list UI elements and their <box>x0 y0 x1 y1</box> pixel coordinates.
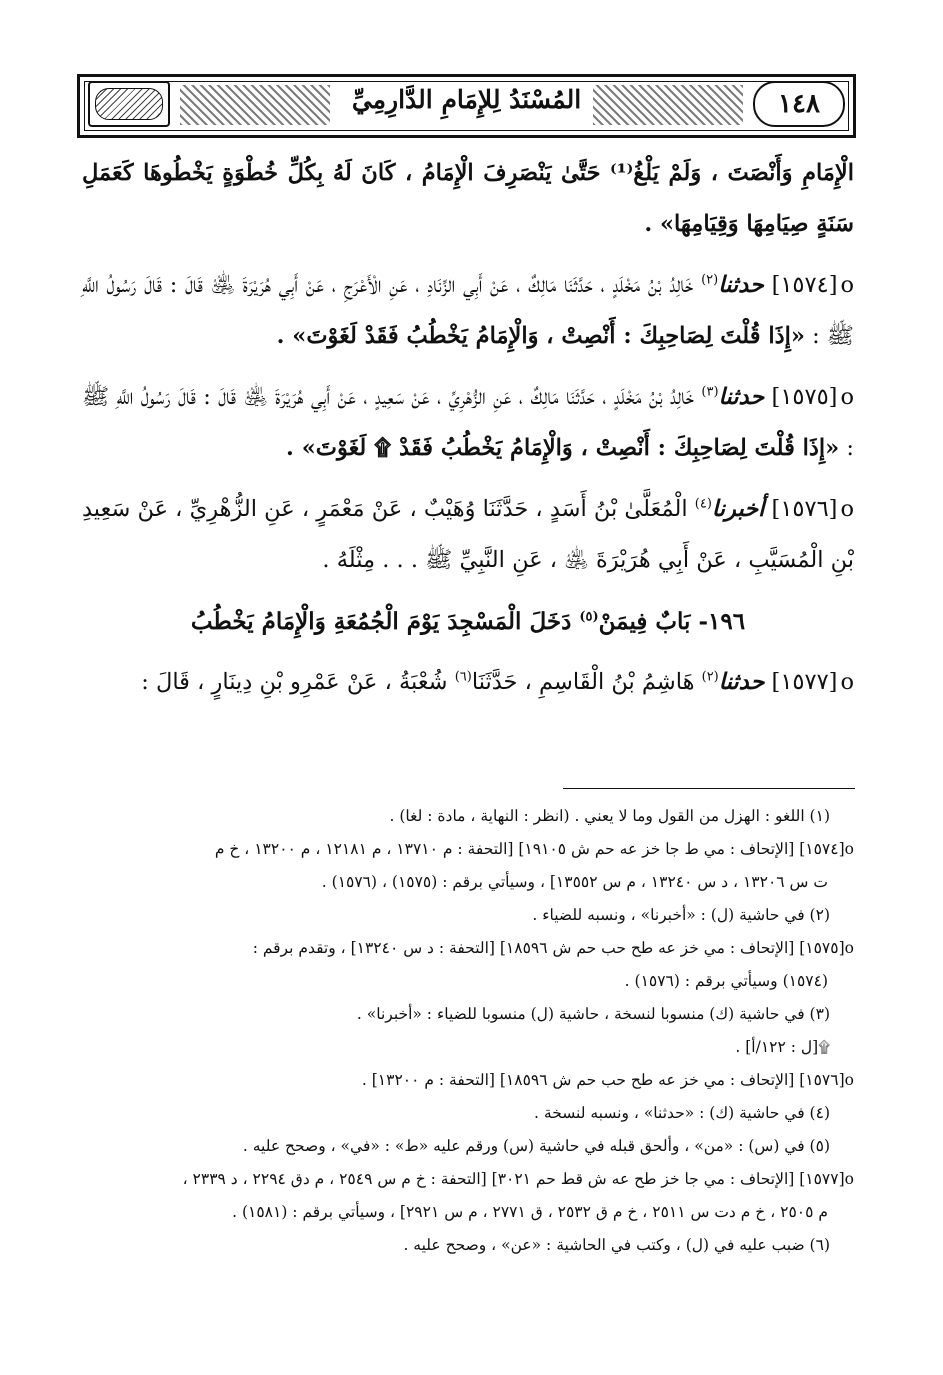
seal-pattern <box>95 88 163 120</box>
page-number: ١٤٨ <box>753 81 845 127</box>
chapter-head: ١٩٦- بَابٌ فِيمَنْ <box>598 608 746 635</box>
isnad-text: خَالِدُ بْنُ مَخْلَدٍ ، حَدَّثَنَا مَالِكٌ ، عَنْ أَبِي الزِّنَادِ ، عَنِ الْأَعْرَجِ ، عَنْ أَبِي هُرَيْرَةَ ﵁ قَالَ : قَالَ رَسُولُ اللَّهِ ﷺ : <box>82 272 854 349</box>
footnote-line: o[١٥٧٥] [الإتحاف : مي خز عه طح حب حم ش ١٨٥٩٦] [التحفة : د س ١٣٢٤٠] ، وتقدم برقم : <box>252 939 854 957</box>
footnote-line: (١٥٧٤) وسيأتي برقم : (١٥٧٦) . <box>624 972 828 990</box>
footnote-ref: (٦) <box>454 669 472 685</box>
footnote-line: o[١٥٧٧] [الإتحاف : مي جا خز طح عه ش قط حم ٣٠٢١] [التحفة : خ م س ٢٥٤٩ ، م دق ٢٢٩٤ ، د ٢٣٣٩ ، <box>182 1170 854 1188</box>
isnad-text: هَاشِمُ بْنُ الْقَاسِمِ ، حَدَّثَنَا <box>471 669 695 695</box>
footnote-ref: (٢) <box>701 669 719 685</box>
paragraph-continuation <box>82 148 854 250</box>
footnote-line: (٢) في حاشية (ل) : «أخبرنا» ، ونسبه للضياء . <box>532 906 830 924</box>
hadith-1574 <box>82 260 854 362</box>
isnad-text: شُعْبَةُ ، عَنْ عَمْرِو بْنِ دِينَارٍ ، قَالَ : <box>141 669 448 695</box>
narration-keyword: أخبرنا <box>711 496 765 522</box>
continuation-text: الْإِمَامِ وَأَنْصَتَ ، وَلَمْ يَلْغُ⁽¹⁾ حَتَّىٰ يَنْصَرِفَ الْإِمَامُ ، كَانَ لَهُ بِكُلِّ خُطْوَةٍ يَخْطُوهَا كَعَمَلِ سَنَةٍ صِيَامِهَا وَقِيَامِهَا» . <box>82 160 854 237</box>
hadith-number: o [١٥٧٧] <box>772 669 854 695</box>
chapter-heading <box>82 596 854 647</box>
footnote-ref: (٣) <box>701 384 719 400</box>
narration-keyword: حدثنا <box>718 669 765 695</box>
main-text <box>82 148 854 718</box>
footnote-line: (٥) في (س) : «من» ، وألحق قبله في حاشية (س) ورقم عليه «ط» : «في» ، وصحح عليه . <box>242 1137 830 1155</box>
hadith-number: o [١٥٧٦] <box>772 496 854 522</box>
footnote-line: (٣) في حاشية (ك) منسوبا لنسخة ، حاشية (ل) منسوبا للضياء : «أخبرنا» . <box>356 1005 830 1023</box>
footnote-ref: (٥) <box>579 609 599 625</box>
hadith-1576 <box>82 484 854 586</box>
isnad-text: خَالِدُ بْنُ مَخْلَدٍ ، حَدَّثَنَا مَالِكٌ ، عَنِ الزُّهْرِيِّ ، عَنْ سَعِيدٍ ، عَنْ أَبِي هُرَيْرَةَ ﵁ قَالَ : قَالَ رَسُولُ اللَّهِ ﷺ : <box>82 384 854 461</box>
hadith-1575 <box>82 372 854 474</box>
narration-keyword: حدثنا <box>718 384 765 410</box>
hadith-1577 <box>82 657 854 708</box>
matn-text: «إِذَا قُلْتَ لِصَاحِبِكَ : أَنْصِتْ ، وَالْإِمَامُ يَخْطُبُ فَقَدْ ۩ لَغَوْتَ» . <box>286 435 840 461</box>
chapter-title: دَخَلَ الْمَسْجِدَ يَوْمَ الْجُمُعَةِ وَالْإِمَامُ يَخْطُبُ <box>190 608 572 635</box>
footnote-line: ۩[ل : ١٢٢/أ] . <box>735 1038 830 1056</box>
running-header <box>77 74 856 138</box>
footnote-line: م ٢٥٠٥ ، خ م دت س ٢٥١١ ، خ م ق ٢٥٣٢ ، ق ٢٧٧١ ، م س ٢٩٢١] ، وسيأتي برقم : (١٥٨١) . <box>232 1203 828 1221</box>
isnad-text: الْمُعَلَّىٰ بْنُ أَسَدٍ ، حَدَّثَنَا وُهَيْبٌ ، عَنْ مَعْمَرٍ ، عَنِ الزُّهْرِيِّ ، عَنْ سَعِيدِ بْنِ الْمُسَيَّبِ ، عَنْ أَبِي هُرَيْرَةَ ﵁ ، عَنِ النَّبِيِّ ﷺ . . . مِثْلَهُ . <box>82 496 854 573</box>
footnote-line: ت س ١٣٢٠٦ ، د س ١٣٢٤٠ ، م س ١٣٥٥٢] ، وسيأتي برقم : (١٥٧٥) ، (١٥٧٦) . <box>321 873 828 891</box>
footnote-line: o[١٥٧٤] [الإتحاف : مي ط جا خز عه حم ش ١٩١٠٥] [التحفة : م ١٣٧١٠ ، م ١٢١٨١ ، م ١٣٢٠٠ ، خ م <box>214 840 854 858</box>
matn-text: «إِذَا قُلْتَ لِصَاحِبِكَ : أَنْصِتْ ، وَالْإِمَامُ يَخْطُبُ فَقَدْ لَغَوْتَ» . <box>276 323 805 349</box>
footnote-ref: (٢) <box>701 272 719 288</box>
footnote-line: o[١٥٧٦] [الإتحاف : مي خز عه طح حب حم ش ١٨٥٩٦] [التحفة : م ١٣٢٠٠] . <box>361 1071 854 1089</box>
footnote-line: (٤) في حاشية (ك) : «حدثنا» ، ونسبه لنسخة . <box>534 1104 830 1122</box>
footnotes <box>82 800 854 1262</box>
seal-logo-icon <box>88 81 170 127</box>
footnote-line: (٦) ضبب عليه في (ل) ، وكتب في الحاشية : «عن» ، وصحح عليه . <box>403 1236 830 1254</box>
footnote-separator <box>563 788 855 789</box>
hadith-number: o [١٥٧٥] <box>772 384 854 410</box>
narration-keyword: حدثنا <box>718 272 764 298</box>
hadith-number: o [١٥٧٤] <box>772 272 854 298</box>
header-title: المُسْنَدُ لِلإِمَامِ الدَّارِمِيِّ <box>351 85 582 114</box>
footnote-line: (١) اللغو : الهزل من القول وما لا يعني . (انظر : النهاية ، مادة : لغا) . <box>389 807 830 825</box>
footnote-ref: (٤) <box>694 496 712 512</box>
